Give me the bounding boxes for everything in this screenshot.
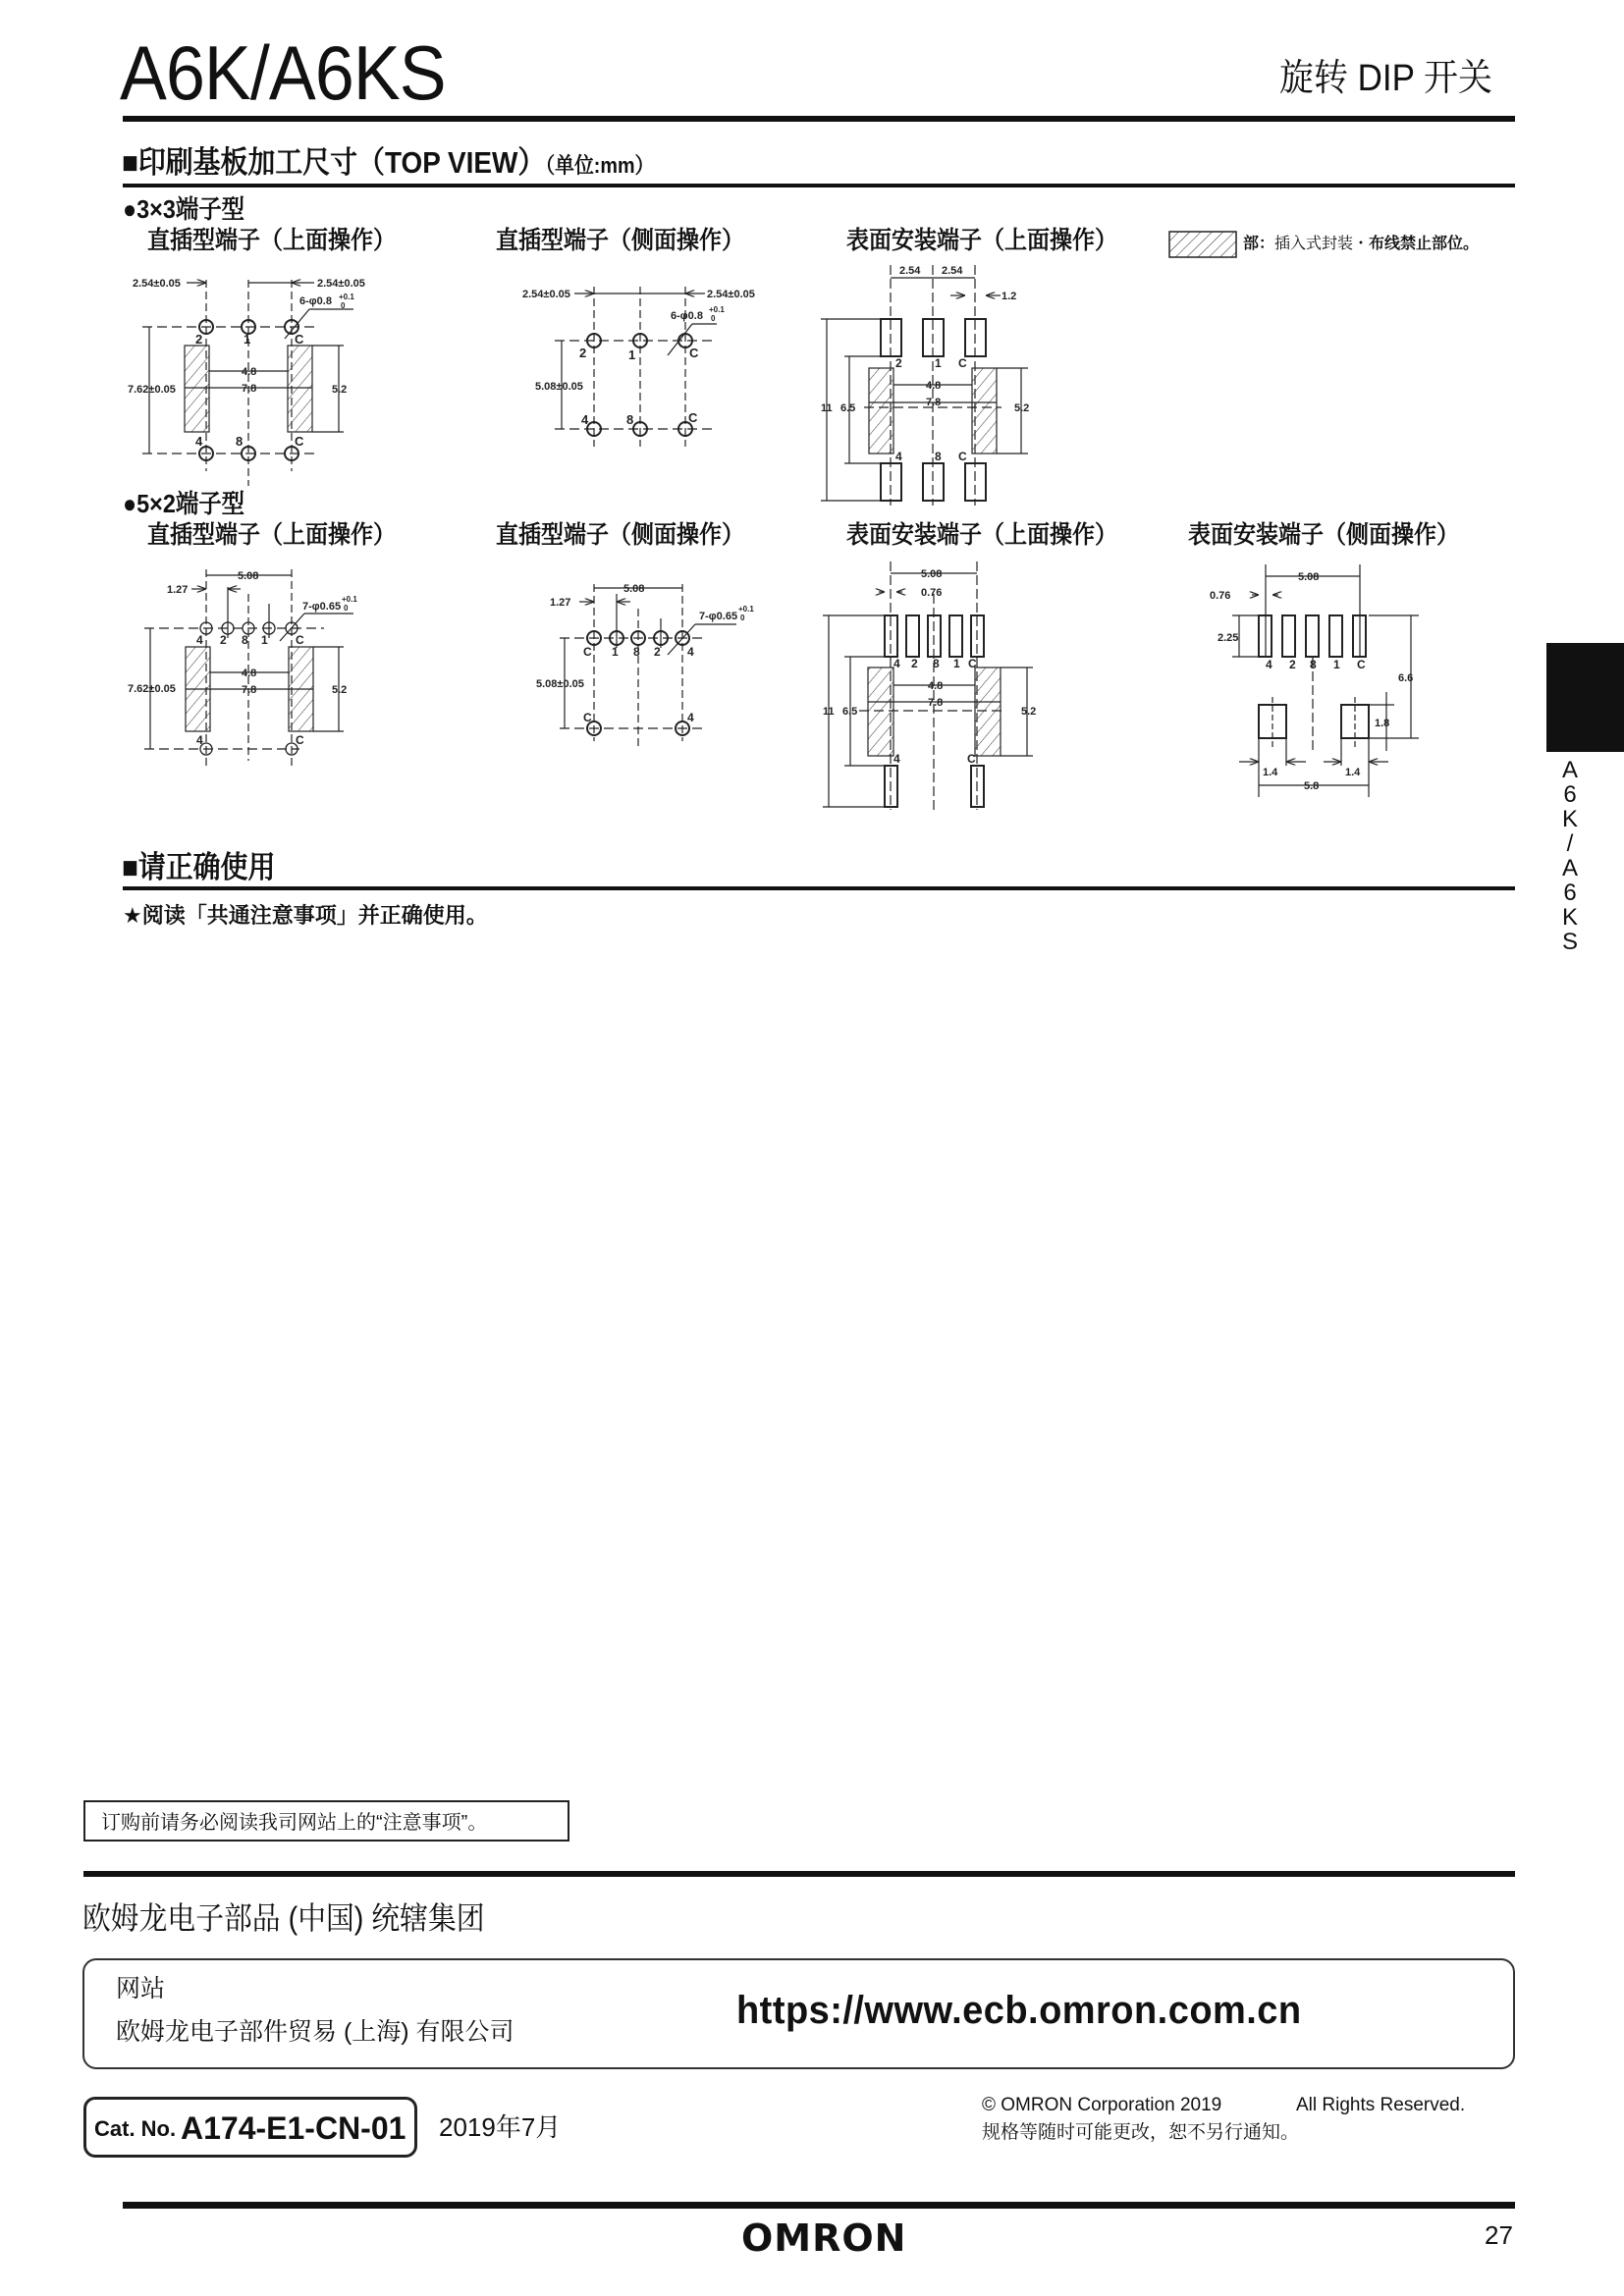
rights-reserved: All Rights Reserved. [1296, 2095, 1466, 2115]
svg-text:2.54±0.05: 2.54±0.05 [317, 278, 365, 290]
section-heading-pcb: ■印刷基板加工尺寸（TOP VIEW）（单位:mm） [122, 145, 655, 180]
svg-text:8: 8 [626, 412, 634, 427]
svg-text:C: C [689, 346, 699, 360]
svg-text:7.62±0.05: 7.62±0.05 [128, 683, 176, 695]
order-notice-box [83, 1800, 569, 1842]
svg-text:1: 1 [612, 645, 619, 659]
catalog-number-box [83, 2097, 417, 2158]
svg-text:4: 4 [196, 733, 203, 747]
svg-text:0: 0 [711, 314, 716, 323]
svg-text:4: 4 [196, 633, 203, 647]
svg-text:+0.1: +0.1 [709, 305, 725, 314]
diagram-title: 直插型端子（上面操作） [147, 521, 397, 549]
svg-text:5.8: 5.8 [1304, 780, 1320, 792]
svg-text:6.5: 6.5 [840, 402, 856, 414]
svg-text:7.8: 7.8 [242, 383, 257, 395]
svg-text:5.2: 5.2 [332, 684, 348, 696]
svg-text:1: 1 [1333, 658, 1340, 671]
svg-text:4: 4 [195, 434, 203, 449]
svg-text:7-φ0.65: 7-φ0.65 [699, 611, 738, 622]
order-notice-text: 订购前请务必阅读我司网站上的“注意事项”。 [101, 1812, 488, 1834]
diagram-3x3-tht-side [522, 287, 755, 447]
svg-text:1.4: 1.4 [1345, 767, 1361, 778]
copyright: © OMRON Corporation 2019 [982, 2095, 1222, 2115]
svg-text:C: C [967, 752, 976, 766]
svg-text:+0.1: +0.1 [342, 595, 357, 604]
svg-text:2: 2 [220, 633, 227, 647]
svg-text:C: C [688, 410, 698, 425]
svg-text:C: C [295, 332, 304, 347]
svg-text:C: C [1357, 658, 1366, 671]
svg-text:4: 4 [687, 645, 694, 659]
svg-text:2.54±0.05: 2.54±0.05 [133, 278, 181, 290]
svg-text:1: 1 [935, 356, 942, 370]
svg-text:C: C [583, 711, 592, 724]
svg-text:1.27: 1.27 [167, 584, 189, 596]
svg-text:+0.1: +0.1 [339, 293, 354, 301]
svg-text:+0.1: +0.1 [738, 605, 754, 614]
diagram-5x2-smd-top [823, 561, 1036, 810]
svg-text:1: 1 [628, 347, 636, 362]
diagram-5x2-smd-side [1210, 564, 1419, 797]
omron-logo: OMRON [741, 2216, 907, 2260]
group-label-3x3: ●3×3端子型 [123, 194, 245, 224]
svg-text:1: 1 [244, 332, 251, 347]
website-label: 网站 [116, 1975, 166, 2002]
svg-text:C: C [958, 356, 967, 370]
website-box [82, 1958, 1515, 2069]
svg-text:4: 4 [893, 752, 900, 766]
diagram-title: 表面安装端子（侧面操作） [1188, 521, 1460, 549]
usage-note: ★阅读「共通注意事项」并正确使用。 [123, 903, 488, 928]
svg-text:2.54±0.05: 2.54±0.05 [522, 289, 570, 300]
svg-text:5.08: 5.08 [1298, 571, 1320, 583]
product-category: 旋转 DIP 开关 [1279, 58, 1492, 99]
svg-text:0.76: 0.76 [1210, 590, 1231, 602]
diagram-title: 表面安装端子（上面操作） [846, 521, 1118, 549]
svg-text:1.8: 1.8 [1375, 718, 1390, 729]
svg-text:8: 8 [933, 657, 940, 670]
diagram-title: 直插型端子（上面操作） [147, 227, 397, 254]
svg-text:0: 0 [740, 614, 745, 622]
footer-rule [83, 1871, 1515, 1877]
company-group: 欧姆龙电子部品 (中国) 统辖集团 [82, 1900, 485, 1936]
catalog-number: A174-E1-CN-01 [181, 2110, 406, 2146]
side-index-tab [1546, 643, 1624, 752]
svg-text:6.6: 6.6 [1398, 672, 1414, 684]
svg-text:5.08±0.05: 5.08±0.05 [535, 381, 583, 393]
diagram-5x2-tht-top [128, 569, 357, 766]
svg-text:5.2: 5.2 [1014, 402, 1030, 414]
svg-text:8: 8 [1310, 658, 1317, 671]
svg-text:2: 2 [579, 346, 587, 360]
diagram-title: 表面安装端子（上面操作） [846, 227, 1118, 254]
svg-text:7.62±0.05: 7.62±0.05 [128, 384, 176, 396]
svg-text:5.08: 5.08 [238, 570, 259, 582]
svg-text:2: 2 [1289, 658, 1296, 671]
svg-text:5.08: 5.08 [921, 568, 943, 580]
svg-text:2.54±0.05: 2.54±0.05 [707, 289, 755, 300]
svg-text:6-φ0.8: 6-φ0.8 [671, 310, 703, 322]
svg-text:2: 2 [195, 332, 203, 347]
svg-text:8: 8 [242, 633, 248, 647]
pcb-diagrams [0, 0, 1624, 825]
svg-text:C: C [296, 733, 304, 747]
diagram-5x2-tht-side [536, 583, 754, 746]
catalog-label: Cat. No. [94, 2116, 177, 2141]
svg-text:C: C [295, 434, 304, 449]
svg-text:6-φ0.8: 6-φ0.8 [299, 295, 332, 307]
svg-text:7-φ0.65: 7-φ0.65 [302, 601, 342, 613]
svg-text:8: 8 [935, 450, 942, 463]
svg-text:2.25: 2.25 [1218, 632, 1239, 644]
svg-text:7.8: 7.8 [928, 697, 944, 709]
group-label-5x2: ●5×2端子型 [123, 489, 245, 518]
svg-text:0: 0 [344, 604, 349, 613]
svg-text:C: C [968, 657, 977, 670]
svg-text:1.4: 1.4 [1263, 767, 1278, 778]
svg-text:C: C [958, 450, 967, 463]
legend: 部：插入式封装・布线禁止部位。 [1168, 231, 1479, 258]
svg-text:11: 11 [823, 706, 835, 718]
svg-text:5.2: 5.2 [1021, 706, 1037, 718]
section-heading-usage: ■请正确使用 [122, 850, 276, 884]
svg-text:4.8: 4.8 [242, 667, 257, 679]
bottom-rule [123, 2202, 1515, 2209]
diagram-title: 直插型端子（侧面操作） [496, 227, 745, 254]
svg-text:2.54: 2.54 [899, 265, 921, 277]
svg-text:5.2: 5.2 [332, 384, 348, 396]
publish-date: 2019年7月 [439, 2112, 562, 2142]
svg-text:5.08: 5.08 [623, 583, 645, 595]
page-title: A6K/A6KS [120, 29, 446, 116]
svg-text:4: 4 [581, 412, 589, 427]
svg-text:4.8: 4.8 [242, 366, 257, 378]
diagram-3x3-smd-top [821, 265, 1029, 506]
svg-text:8: 8 [633, 645, 640, 659]
spec-change-note: 规格等随时可能更改，恕不另行通知。 [982, 2122, 1300, 2143]
website-company: 欧姆龙电子部件贸易 (上海) 有限公司 [116, 2018, 514, 2046]
svg-text:C: C [296, 633, 304, 647]
svg-text:2.54: 2.54 [942, 265, 963, 277]
svg-text:1.27: 1.27 [550, 597, 571, 609]
svg-text:2: 2 [654, 645, 661, 659]
svg-text:4.8: 4.8 [928, 680, 944, 692]
svg-text:4: 4 [895, 450, 902, 463]
svg-text:4: 4 [893, 657, 900, 670]
svg-text:4: 4 [687, 711, 694, 724]
svg-text:4.8: 4.8 [926, 380, 942, 392]
page-number: 27 [1485, 2220, 1513, 2250]
svg-text:4: 4 [1266, 658, 1272, 671]
svg-text:8: 8 [236, 434, 244, 449]
side-index-label: A 6 K / A 6 K S [1561, 757, 1578, 955]
section-rule-usage [123, 886, 1515, 890]
svg-text:6.5: 6.5 [842, 706, 858, 718]
svg-text:0: 0 [341, 301, 346, 310]
svg-text:2: 2 [895, 356, 902, 370]
svg-text:1.2: 1.2 [1001, 291, 1017, 302]
svg-text:1: 1 [261, 633, 268, 647]
svg-text:7.8: 7.8 [242, 684, 257, 696]
diagram-title: 直插型端子（侧面操作） [496, 521, 745, 549]
unit-label: （单位:mm） [545, 153, 655, 178]
diagram-3x3-tht-top [128, 278, 365, 486]
svg-text:C: C [583, 645, 592, 659]
svg-text:2: 2 [911, 657, 918, 670]
svg-text:0.76: 0.76 [921, 587, 943, 599]
svg-text:11: 11 [821, 402, 833, 414]
svg-text:5.08±0.05: 5.08±0.05 [536, 678, 584, 690]
svg-text:7.8: 7.8 [926, 397, 942, 408]
website-url-link[interactable]: https://www.ecb.omron.com.cn [736, 1989, 1302, 2032]
svg-text:1: 1 [953, 657, 960, 670]
